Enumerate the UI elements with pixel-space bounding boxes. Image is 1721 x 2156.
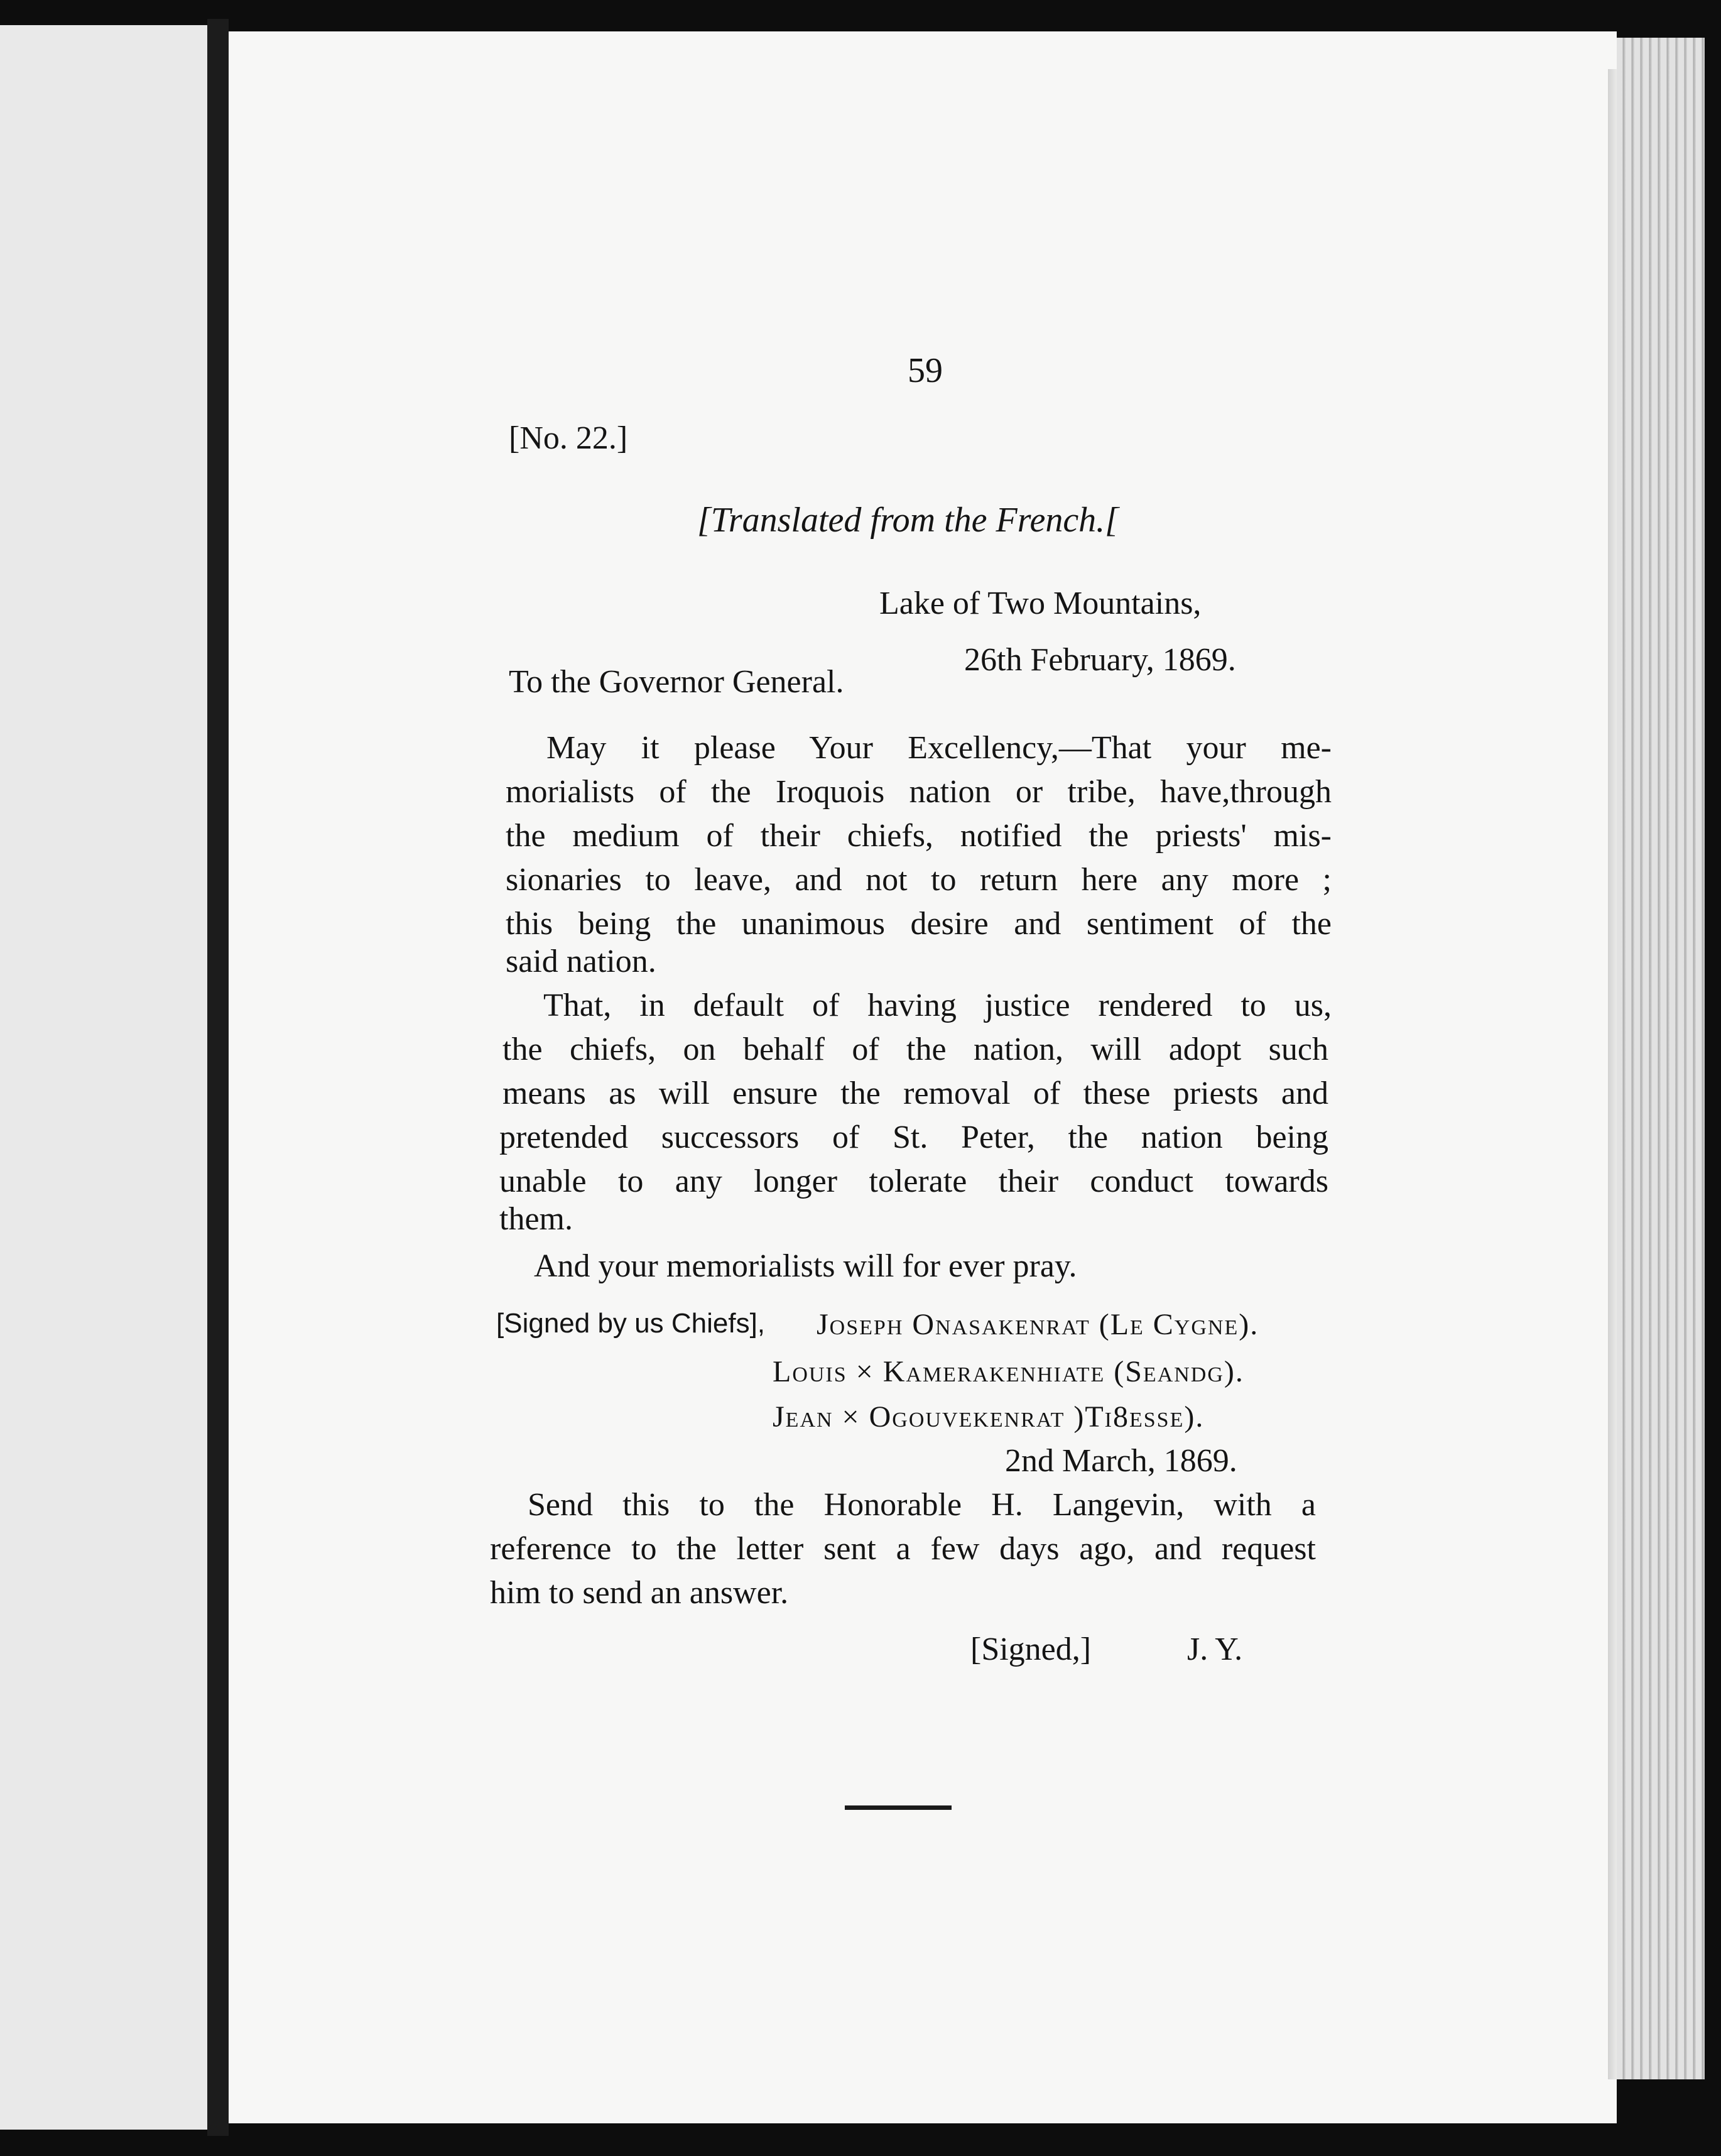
paragraph-line: the chiefs, on behalf of the nation, will adopt such — [502, 1032, 1328, 1067]
paragraph-line: morialists of the Iroquois nation or tribe, have,through — [506, 774, 1332, 810]
paragraph-line: means as will ensure the removal of these priests and — [502, 1075, 1328, 1111]
paragraph-line: pretended successors of St. Peter, the nation being — [499, 1119, 1328, 1155]
paragraph-line: this being the unanimous desire and sentiment of the — [506, 906, 1332, 942]
document-number: [No. 22.] — [509, 420, 628, 456]
facing-page — [0, 25, 207, 2130]
paragraph-line: said nation. — [506, 944, 656, 979]
paragraph-line: May it please Your Excellency,—That your me- — [546, 730, 1332, 766]
place-line: Lake of Two Mountains, — [879, 585, 1202, 621]
paragraph-line: unable to any longer tolerate their conduct towards — [499, 1163, 1328, 1199]
signature-prefix: [Signed by us Chiefs], — [496, 1308, 766, 1339]
paragraph-line: Send this to the Honorable H. Langevin, with a — [528, 1487, 1316, 1523]
addressee: To the Governor General. — [509, 664, 844, 700]
page-edges — [1617, 38, 1705, 2079]
signed-label: [Signed,] — [970, 1631, 1092, 1667]
paragraph-line: him to send an answer. — [490, 1575, 789, 1611]
signature-line: Joseph Onasakenrat (Le Cygne). — [817, 1308, 1259, 1341]
initials: J. Y. — [1187, 1631, 1243, 1667]
date-line: 26th February, 1869. — [964, 642, 1236, 678]
second-date: 2nd March, 1869. — [1005, 1443, 1237, 1479]
translation-note: [Translated from the French.[ — [697, 501, 1119, 540]
paragraph-line: That, in default of having justice rendered to us, — [543, 988, 1332, 1023]
signature-line: Jean × Ogouvekenrat )Ti8esse). — [773, 1400, 1205, 1434]
paragraph-line: reference to the letter sent a few days ago, and request — [490, 1531, 1316, 1567]
paragraph-line: the medium of their chiefs, notified the priests' mis- — [506, 818, 1332, 854]
closing-line: And your memorialists will for ever pray. — [534, 1248, 1077, 1284]
signature-line: Louis × Kamerakenhiate (Seandg). — [773, 1355, 1244, 1388]
book-binding — [207, 19, 229, 2136]
paragraph-line: sionaries to leave, and not to return here any more ; — [506, 862, 1332, 898]
end-rule — [845, 1805, 952, 1810]
paragraph-line: them. — [499, 1201, 573, 1237]
page-number: 59 — [908, 351, 943, 390]
